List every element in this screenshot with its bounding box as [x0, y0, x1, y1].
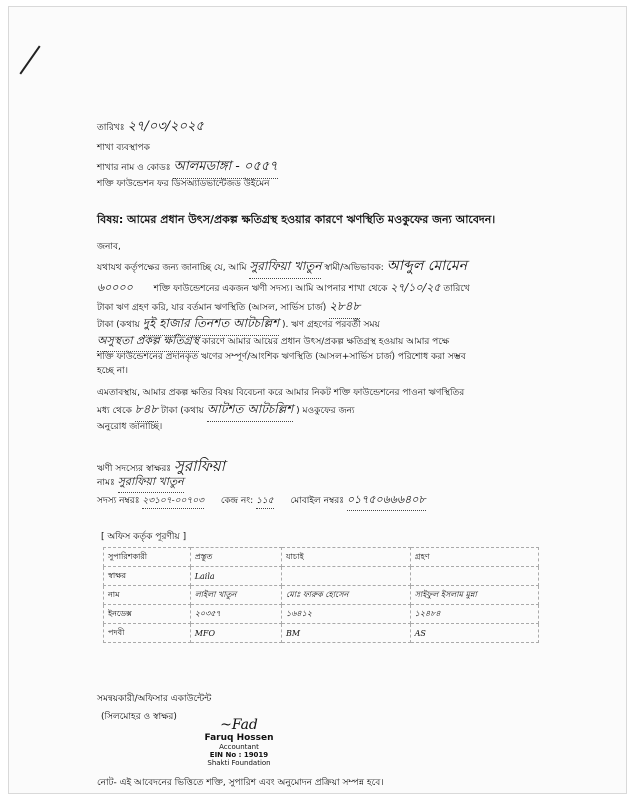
stamp-name: Faruq Hossen [204, 733, 274, 743]
stamp-signature: ~Fad [220, 717, 258, 733]
body-line-1: যথাযথ কর্তৃপক্ষের জন্য জানাচ্ছি যে, আমি সুরাফিয়া খাতুন স্বামী/অভিভাবক: আব্দুল মোমেন [97, 254, 467, 279]
body-line-8: এমতাবস্থায়, আমার প্রকল্প ক্ষতির বিষয় বিবেচনা করে আমার নিকট শক্তি ফাউন্ডেশনের পাওনা ঋণস্থিতির [97, 388, 465, 398]
table-header: সুপারিশকারী [104, 548, 191, 567]
branch-row: শাখার নাম ও কোডঃ আলমডাঙ্গা - ০৫৫৭ [97, 157, 278, 179]
office-caption: [ অফিস কর্তৃক পূরণীয় ] [101, 532, 187, 542]
table-header: গ্রহণ [410, 548, 538, 567]
stamp-ein: EIN No : 19019 [209, 751, 269, 759]
center-number: ১১৫ [256, 493, 274, 509]
waive-words: আটশত আটচল্লিশ [207, 401, 294, 422]
table-row: ইনডেক্স ২০৩৫৭ ১৬৪১২ ১২৪৮৪ [104, 605, 539, 624]
salutation: জনাব, [97, 242, 121, 252]
stamp-title: Accountant [219, 743, 259, 751]
loan-amount: ৬০০০০ [97, 281, 133, 294]
accountant-stamp [199, 717, 279, 767]
branch-value: আলমডাঙ্গা - ০৫৫৭ [173, 157, 277, 179]
guardian-name: আব্দুল মোমেন [386, 258, 467, 274]
applicant-signature-row: ঋণী সদস্যের স্বাক্ষরঃ সুরাফিয়া [97, 457, 225, 475]
table-header-row [104, 548, 539, 567]
date-value: ২৭/০৩/২০২৫ [127, 119, 204, 134]
applicant-signature: সুরাফিয়া [173, 457, 225, 475]
body-line-7: হচ্ছে না। [97, 366, 128, 376]
table-row: পদবী MFO BM AS [104, 624, 539, 643]
member-number: ২৩১০৭-০০৭০৩ [142, 493, 204, 509]
applicant-name-row: নামঃ সুরাফিয়া খাতুন [97, 473, 184, 493]
applicant-ids-row: সদস্য নম্বরঃ ২৩১০৭-০০৭০৩ কেন্দ্র নং: ১১৫ মোবাইল নম্বরঃ ০১৭৫০৬৬৬৪০৮ [97, 491, 426, 511]
balance-words: দুই হাজার তিনশত আটচল্লিশ [143, 315, 279, 336]
subject: বিষয়: আমের প্রধান উৎস/প্রকল্প ক্ষতিগ্রস্থ হওয়ার কারণে ঋণস্থিতি মওকুফের জন্য আবেদন। [97, 213, 496, 226]
date-row: তারিখঃ ২৭/০৩/২০২৫ [97, 119, 204, 134]
document-page [8, 6, 627, 794]
table-row: স্বাক্ষর Laila [104, 567, 539, 586]
table-header: যাচাই [282, 548, 411, 567]
pen-mark [19, 46, 40, 75]
reason: অসুস্থতা প্রকল্প ক্ষতিগ্রস্থ [97, 332, 199, 352]
body-line-6: শক্তি ফাউন্ডেশনের প্রদানকৃত ঋণের সম্পূর্ণ/আংশিক ঋণস্থিতি (আসল+সার্ভিস চার্জ) পরিশোধ করা সম্ভব [97, 352, 466, 362]
table-row: নাম লাইলা খাতুন মোঃ ফারুক হোসেন সাইফুল ইসলাম মুন্না [104, 586, 539, 605]
org-name: শক্তি ফাউন্ডেশন ফর ডিসঅ্যাডভান্টেজড উইমেন [97, 179, 270, 189]
body-line-4: টাকা (কথায় দুই হাজার তিনশত আটচল্লিশ ). ঋণ গ্রহণের পরবর্তী সময় [97, 315, 380, 336]
office-table [103, 547, 539, 643]
body-line-10: অনুরোধ জানাচ্ছি। [97, 422, 163, 432]
stamp-org: Shakti Foundation [207, 759, 271, 767]
body-line-3: টাকা ঋণ গ্রহণ করি, যার বর্তমান ঋণস্থিতি (আসল, সার্ভিস চার্জ) ২৮৪৮ [97, 298, 360, 319]
table-header: প্রস্তুত [190, 548, 281, 567]
footer-note: নোট- এই আবেদনের ভিত্তিতে শক্তি, সুপারিশ এবং অনুমোদন প্রক্রিয়া সম্পন্ন হবে। [97, 778, 384, 788]
body-line-2: ৬০০০০ শক্তি ফাউন্ডেশনের একজন ঋণী সদস্য। আমি আপনার শাখা থেকে ২৭/১০/২৫ তারিখে [97, 281, 470, 294]
borrower-name: সুরাফিয়া খাতুন [249, 258, 321, 279]
approver-sign-label: (সিলমোহর ও স্বাক্ষর) [101, 712, 177, 722]
branch-manager: শাখা ব্যবস্থাপক [97, 143, 150, 153]
waive-amount: ৮৪৮ [135, 401, 158, 422]
balance-value: ২৮৪৮ [329, 298, 360, 319]
loan-date: ২৭/১০/২৫ [390, 281, 441, 294]
body-line-9: মধ্য থেকে ৮৪৮ টাকা (কথায় আটশত আটচল্লিশ ) মওকুফের জন্য [97, 401, 355, 422]
body-line-5: অসুস্থতা প্রকল্প ক্ষতিগ্রস্থ কারণে আমার আয়ের প্রধান উৎস/প্রকল্প ক্ষতিগ্রস্থ হওয়ায় আমার পক্ষে [97, 332, 449, 352]
mobile-number: ০১৭৫০৬৬৬৪০৮ [347, 491, 426, 511]
applicant-name: সুরাফিয়া খাতুন [118, 473, 184, 493]
approver-label: সমন্বয়কারী/অফিসার একাউন্টেন্ট [97, 694, 212, 704]
